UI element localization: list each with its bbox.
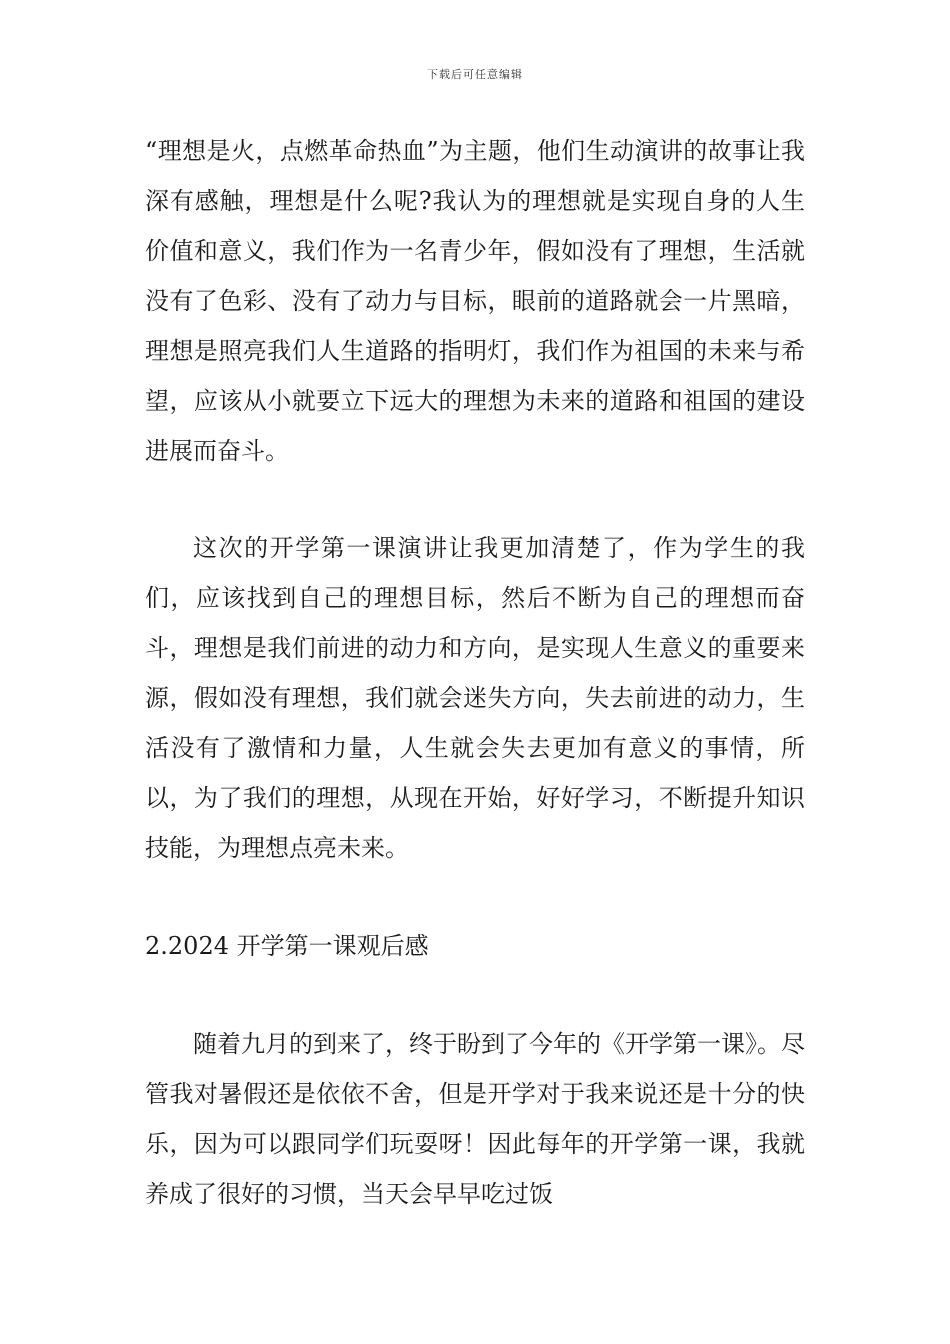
section-heading: 2.2024 开学第一课观后感 bbox=[145, 932, 429, 960]
paragraph-1: “理想是火，点燃革命热血”为主题，他们生动演讲的故事让我深有感触，理想是什么呢?我认为的理想就是实现自身的人生价值和意义，我们作为一名青少年，假如没有了理想，生活就没有了色彩、没有了动力与目标，眼前的道路就会一片黑暗，理想是照亮我们人生道路的指明灯，我们作为祖国的未来与希望，应该从小就要立下远大的理想为未来的道路和祖国的建设进展而奋斗。 bbox=[145, 137, 805, 465]
paragraph-2: 这次的开学第一课演讲让我更加清楚了，作为学生的我们，应该找到自己的理想目标，然后不断为自己的理想而奋斗，理想是我们前进的动力和方向，是实现人生意义的重要来源，假如没有理想，我们就会迷失方向，失去前进的动力，生活没有了激情和力量，人生就会失去更加有意义的事情，所以，为了我们的理想，从现在开始，好好学习，不断提升知识技能，为理想点亮未来。 bbox=[145, 534, 805, 862]
paragraph-3: 随着九月的到来了，终于盼到了今年的《开学第一课》。尽管我对暑假还是依依不舍，但是开学对于我来说还是十分的快乐，因为可以跟同学们玩耍呀！因此每年的开学第一课，我就养成了很好的习惯，当天会早早吃过饭 bbox=[145, 1030, 805, 1208]
header-note: 下载后可任意编辑 bbox=[427, 68, 523, 81]
